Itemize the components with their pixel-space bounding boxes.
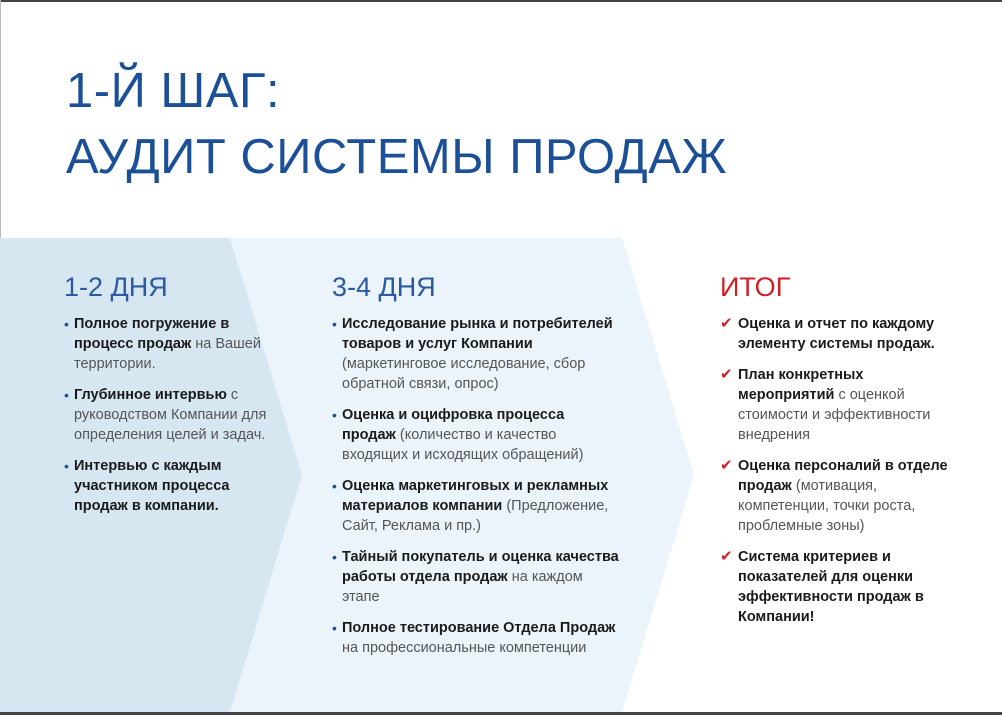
bullet-icon: • [64, 316, 69, 332]
item-bold-text: Полное тестирование Отдела Продаж [342, 620, 616, 636]
list-item [332, 405, 622, 465]
item-text: с оценкой стоимости и эффективности внедрения [738, 387, 931, 443]
item-bold-text: Тайный покупатель и оценка качества работы отдела продаж [342, 549, 619, 585]
checkmark-icon: ✔ [720, 548, 733, 565]
item-text: (количество и качество входящих и исходящих обращений) [342, 427, 584, 463]
bullet-icon: • [332, 407, 337, 423]
checkmark-icon: ✔ [720, 315, 733, 332]
column-result [720, 270, 950, 638]
frame-top-border [0, 0, 1002, 2]
list-item [720, 365, 950, 445]
list-item [332, 314, 622, 394]
checkmark-icon: ✔ [720, 366, 733, 383]
item-text: на Вашей территории. [74, 336, 261, 372]
column-heading: 3-4 ДНЯ [332, 272, 436, 302]
column-heading: ИТОГ [720, 272, 791, 302]
list-item [64, 456, 274, 516]
checkmark-icon: ✔ [720, 457, 733, 474]
bullet-icon: • [332, 316, 337, 332]
column-list [332, 314, 622, 658]
list-item [720, 314, 950, 354]
item-text: (Предложение, Сайт, Реклама и пр.) [342, 498, 609, 534]
title-line-1: 1-Й ШАГ: [66, 64, 281, 118]
bullet-icon: • [332, 478, 337, 494]
column-days-3-4 [332, 270, 622, 669]
item-bold-text: Глубинное интервью [74, 387, 227, 403]
column-heading: 1-2 ДНЯ [64, 272, 168, 302]
item-text: (маркетинговое исследование, сбор обратной связи, опрос) [342, 356, 586, 392]
item-bold-text: Полное погружение в процесс продаж [74, 316, 230, 352]
item-text: (мотивация, компетенции, точки роста, проблемные зоны) [738, 478, 916, 534]
item-text: на профессиональные компетенции [342, 640, 587, 656]
list-item [332, 476, 622, 536]
bullet-icon: • [332, 549, 337, 565]
list-item [332, 618, 622, 658]
item-text: с руководством Компании для определения целей и задач. [74, 387, 267, 443]
column-list [720, 314, 950, 627]
column-days-1-2 [64, 270, 274, 527]
page-title [66, 58, 727, 190]
item-bold-text: Оценка и оцифровка процесса продаж [342, 407, 565, 443]
column-list [64, 314, 274, 516]
bullet-icon: • [332, 620, 337, 636]
list-item [64, 314, 274, 374]
item-bold-text: Оценка персоналий в отделе продаж [738, 458, 948, 494]
list-item [720, 456, 950, 536]
item-bold-text: Оценка и отчет по каждому элементу системы продаж. [738, 316, 935, 352]
list-item [332, 547, 622, 607]
item-text: на каждом этапе [342, 569, 583, 605]
list-item [64, 385, 274, 445]
bullet-icon: • [64, 458, 69, 474]
item-bold-text: Оценка маркетинговых и рекламных материалов компании [342, 478, 609, 514]
item-bold-text: Исследование рынка и потребителей товаров и услуг Компании [342, 316, 613, 352]
list-item [720, 547, 950, 627]
item-bold-text: План конкретных мероприятий [738, 367, 864, 403]
item-bold-text: Система критериев и показателей для оценки эффективности продаж в Компании! [738, 549, 924, 625]
item-bold-text: Интервью с каждым участником процесса продаж в компании. [74, 458, 230, 514]
bullet-icon: • [64, 387, 69, 403]
title-line-2: АУДИТ СИСТЕМЫ ПРОДАЖ [66, 130, 728, 184]
